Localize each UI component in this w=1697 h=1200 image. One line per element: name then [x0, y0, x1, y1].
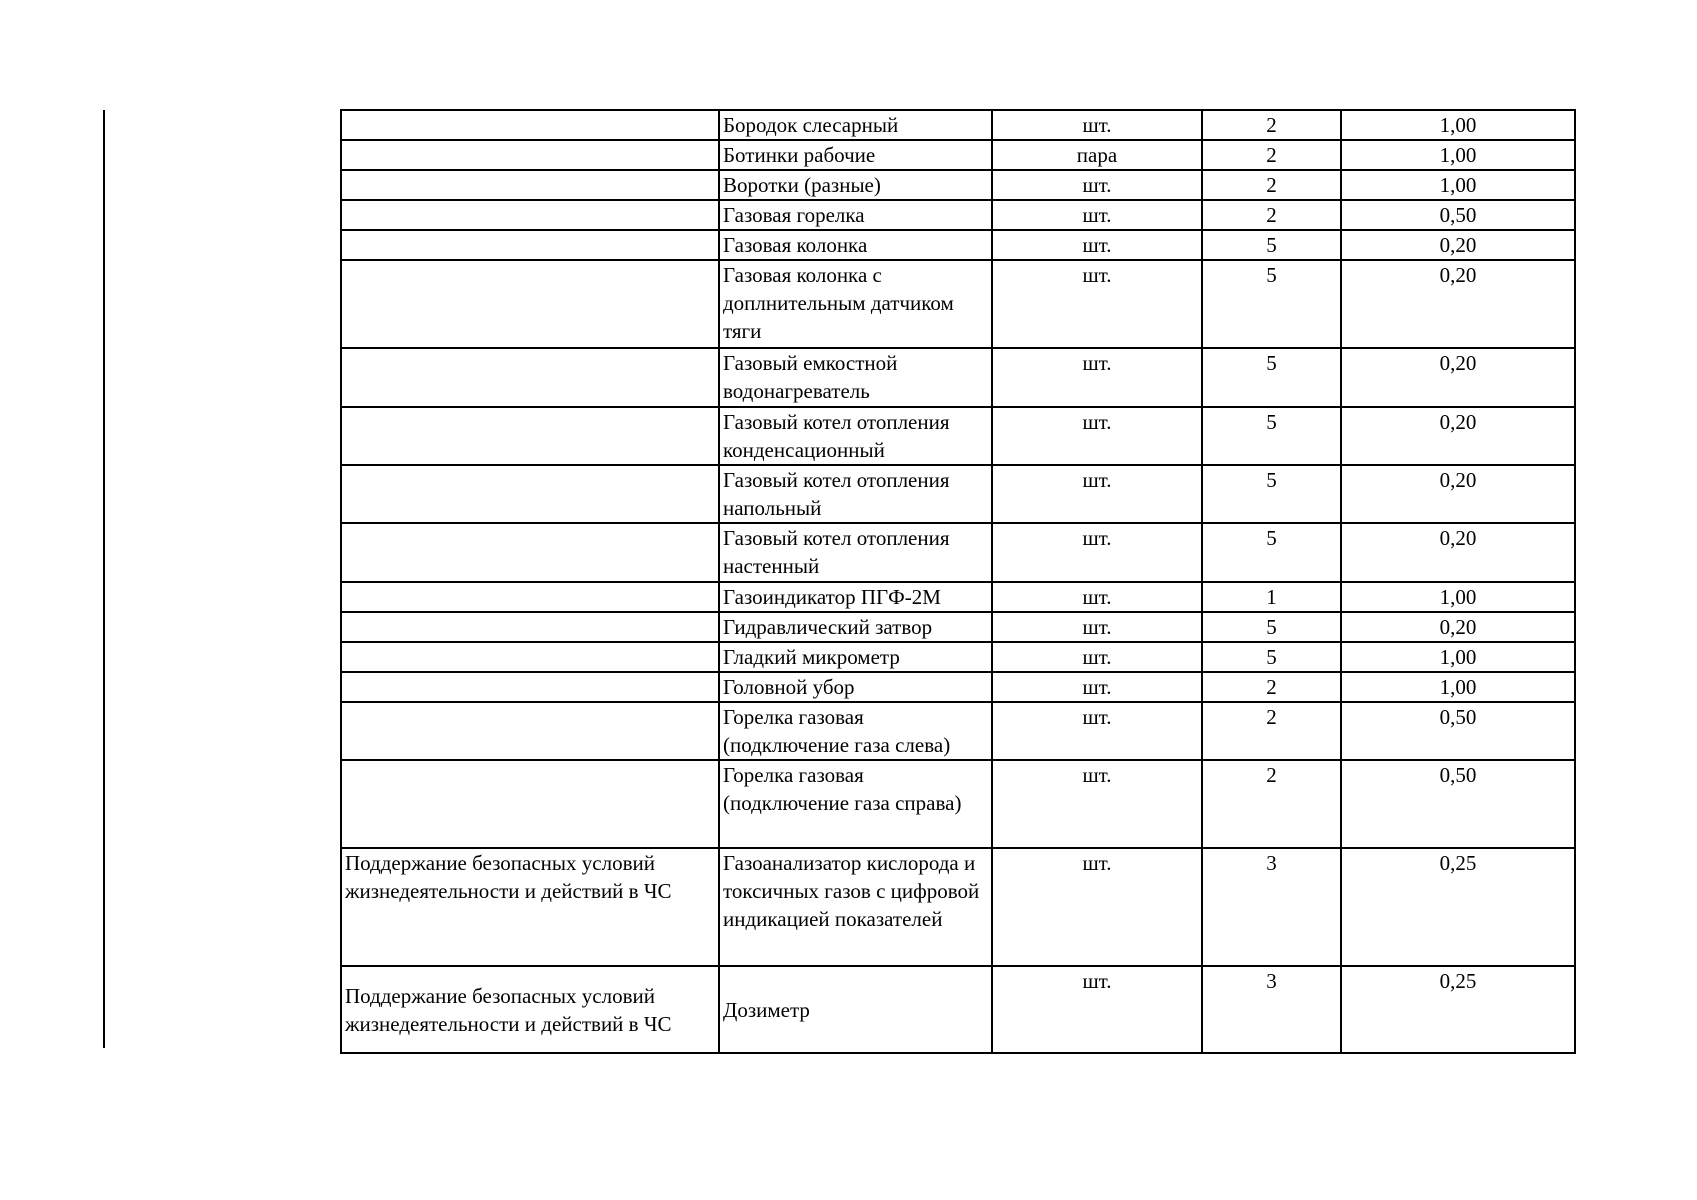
- section-cell: [341, 642, 719, 672]
- coefficient-cell: 0,50: [1341, 200, 1575, 230]
- section-cell: [341, 348, 719, 407]
- section-cell: [341, 407, 719, 465]
- coefficient-cell: 0,20: [1341, 230, 1575, 260]
- unit-cell: шт.: [992, 465, 1202, 523]
- item-name-cell: Газовый котел отопления настенный: [719, 523, 992, 582]
- item-name-cell: Газовый котел отопления конденсационный: [719, 407, 992, 465]
- table-row: [341, 407, 1575, 465]
- table-row: [341, 672, 1575, 702]
- unit-cell: шт.: [992, 582, 1202, 612]
- table-row: [341, 702, 1575, 760]
- item-name-cell: Газовый котел отопления напольный: [719, 465, 992, 523]
- unit-cell: шт.: [992, 260, 1202, 348]
- item-name-cell: Воротки (разные): [719, 170, 992, 200]
- quantity-cell: 2: [1202, 110, 1341, 140]
- coefficient-cell: 0,50: [1341, 702, 1575, 760]
- unit-cell: пара: [992, 140, 1202, 170]
- quantity-cell: 2: [1202, 702, 1341, 760]
- item-name-cell: Дозиметр: [719, 966, 992, 1053]
- unit-cell: шт.: [992, 612, 1202, 642]
- item-name-cell: Головной убор: [719, 672, 992, 702]
- item-name-cell: Гладкий микрометр: [719, 642, 992, 672]
- coefficient-cell: 0,20: [1341, 465, 1575, 523]
- item-name-cell: Газовая горелка: [719, 200, 992, 230]
- table-row: [341, 110, 1575, 140]
- coefficient-cell: 0,20: [1341, 348, 1575, 407]
- section-cell: [341, 110, 719, 140]
- item-name-cell: Газоанализатор кислорода и токсичных газов с цифровой индикацией показателей: [719, 848, 992, 966]
- table-row: [341, 348, 1575, 407]
- table-row: [341, 612, 1575, 642]
- section-cell: [341, 612, 719, 642]
- coefficient-cell: 0,25: [1341, 966, 1575, 1053]
- quantity-cell: 5: [1202, 642, 1341, 672]
- unit-cell: шт.: [992, 672, 1202, 702]
- coefficient-cell: 0,50: [1341, 760, 1575, 848]
- coefficient-cell: 1,00: [1341, 170, 1575, 200]
- table-row: [341, 170, 1575, 200]
- quantity-cell: 5: [1202, 260, 1341, 348]
- section-cell: [341, 760, 719, 848]
- unit-cell: шт.: [992, 110, 1202, 140]
- unit-cell: шт.: [992, 523, 1202, 582]
- section-cell: [341, 230, 719, 260]
- item-name-cell: Горелка газовая (подключение газа слева): [719, 702, 992, 760]
- quantity-cell: 3: [1202, 848, 1341, 966]
- quantity-cell: 2: [1202, 170, 1341, 200]
- unit-cell: шт.: [992, 702, 1202, 760]
- table-row: [341, 230, 1575, 260]
- quantity-cell: 5: [1202, 230, 1341, 260]
- coefficient-cell: 0,20: [1341, 407, 1575, 465]
- unit-cell: шт.: [992, 407, 1202, 465]
- quantity-cell: 2: [1202, 760, 1341, 848]
- item-name-cell: Ботинки рабочие: [719, 140, 992, 170]
- coefficient-cell: 1,00: [1341, 110, 1575, 140]
- coefficient-cell: 1,00: [1341, 672, 1575, 702]
- section-cell: [341, 140, 719, 170]
- table-row: [341, 760, 1575, 848]
- quantity-cell: 5: [1202, 612, 1341, 642]
- section-cell: Поддержание безопасных условий жизнедеятельности и действий в ЧС: [341, 966, 719, 1053]
- quantity-cell: 1: [1202, 582, 1341, 612]
- unit-cell: шт.: [992, 848, 1202, 966]
- quantity-cell: 2: [1202, 672, 1341, 702]
- section-cell: [341, 523, 719, 582]
- item-name-cell: Гидравлический затвор: [719, 612, 992, 642]
- equipment-table-body: [341, 110, 1575, 1053]
- page-margin-line: [103, 110, 105, 1048]
- table-row: [341, 465, 1575, 523]
- unit-cell: шт.: [992, 348, 1202, 407]
- section-cell: [341, 200, 719, 230]
- quantity-cell: 2: [1202, 200, 1341, 230]
- section-cell: [341, 170, 719, 200]
- table-row: [341, 582, 1575, 612]
- unit-cell: шт.: [992, 760, 1202, 848]
- coefficient-cell: 0,20: [1341, 612, 1575, 642]
- item-name-cell: Газоиндикатор ПГФ-2М: [719, 582, 992, 612]
- coefficient-cell: 1,00: [1341, 582, 1575, 612]
- quantity-cell: 5: [1202, 465, 1341, 523]
- section-cell: [341, 465, 719, 523]
- quantity-cell: 3: [1202, 966, 1341, 1053]
- table-row: [341, 848, 1575, 966]
- item-name-cell: Газовая колонка с доплнительным датчиком тяги: [719, 260, 992, 348]
- table-row: [341, 260, 1575, 348]
- coefficient-cell: 1,00: [1341, 140, 1575, 170]
- quantity-cell: 5: [1202, 348, 1341, 407]
- quantity-cell: 5: [1202, 407, 1341, 465]
- coefficient-cell: 1,00: [1341, 642, 1575, 672]
- section-cell: [341, 582, 719, 612]
- unit-cell: шт.: [992, 966, 1202, 1053]
- item-name-cell: Горелка газовая (подключение газа справа): [719, 760, 992, 848]
- table-row: [341, 200, 1575, 230]
- table-row: [341, 140, 1575, 170]
- quantity-cell: 5: [1202, 523, 1341, 582]
- equipment-table: [340, 109, 1576, 1054]
- table-row: [341, 966, 1575, 1053]
- unit-cell: шт.: [992, 170, 1202, 200]
- section-cell: [341, 260, 719, 348]
- quantity-cell: 2: [1202, 140, 1341, 170]
- unit-cell: шт.: [992, 200, 1202, 230]
- unit-cell: шт.: [992, 230, 1202, 260]
- coefficient-cell: 0,20: [1341, 523, 1575, 582]
- section-cell: Поддержание безопасных условий жизнедеятельности и действий в ЧС: [341, 848, 719, 966]
- table-row: [341, 523, 1575, 582]
- item-name-cell: Бородок слесарный: [719, 110, 992, 140]
- unit-cell: шт.: [992, 642, 1202, 672]
- item-name-cell: Газовый емкостной водонагреватель: [719, 348, 992, 407]
- section-cell: [341, 672, 719, 702]
- coefficient-cell: 0,20: [1341, 260, 1575, 348]
- item-name-cell: Газовая колонка: [719, 230, 992, 260]
- table-row: [341, 642, 1575, 672]
- coefficient-cell: 0,25: [1341, 848, 1575, 966]
- section-cell: [341, 702, 719, 760]
